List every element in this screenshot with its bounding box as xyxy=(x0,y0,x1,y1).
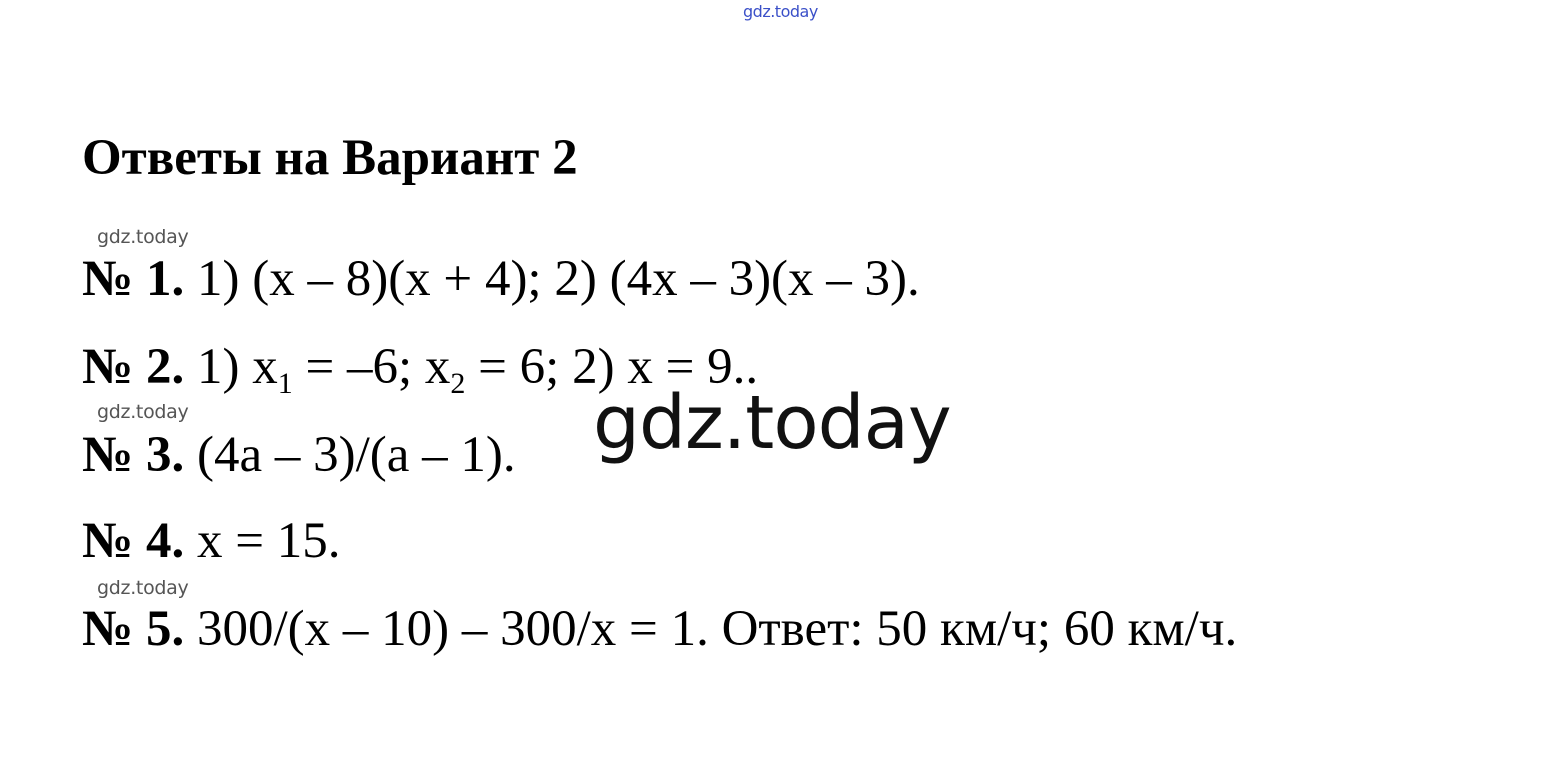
answer-5 xyxy=(82,601,1238,657)
answer-text-part: = 6; 2) x = 9.. xyxy=(465,339,759,395)
answer-number: № 3. xyxy=(82,427,185,483)
answer-number: № 5. xyxy=(82,601,185,657)
watermark-top: gdz.today xyxy=(743,2,818,21)
subscript: 1 xyxy=(277,367,293,400)
watermark-large: gdz.today xyxy=(593,380,951,466)
answer-4 xyxy=(82,513,341,569)
answer-text-part: 1) x xyxy=(197,339,278,395)
answer-text: 300/(x – 10) – 300/x = 1. Ответ: 50 км/ч; 60 км/ч. xyxy=(197,601,1238,657)
answer-number: № 4. xyxy=(82,513,185,569)
answer-3 xyxy=(82,427,516,483)
watermark-small: gdz.today xyxy=(97,401,189,423)
subscript: 2 xyxy=(450,367,466,400)
answer-1 xyxy=(82,251,920,307)
watermark-small: gdz.today xyxy=(97,226,189,248)
answer-number: № 1. xyxy=(82,251,185,307)
answer-text: 1) (x – 8)(x + 4); 2) (4x – 3)(x – 3). xyxy=(197,251,920,307)
answer-text-part: = –6; x xyxy=(292,339,451,395)
watermark-small: gdz.today xyxy=(97,577,189,599)
answer-text: (4a – 3)/(a – 1). xyxy=(197,427,516,483)
answer-text: x = 15. xyxy=(197,513,341,569)
page-title: Ответы на Вариант 2 xyxy=(82,130,578,186)
answer-number: № 2. xyxy=(82,339,185,395)
